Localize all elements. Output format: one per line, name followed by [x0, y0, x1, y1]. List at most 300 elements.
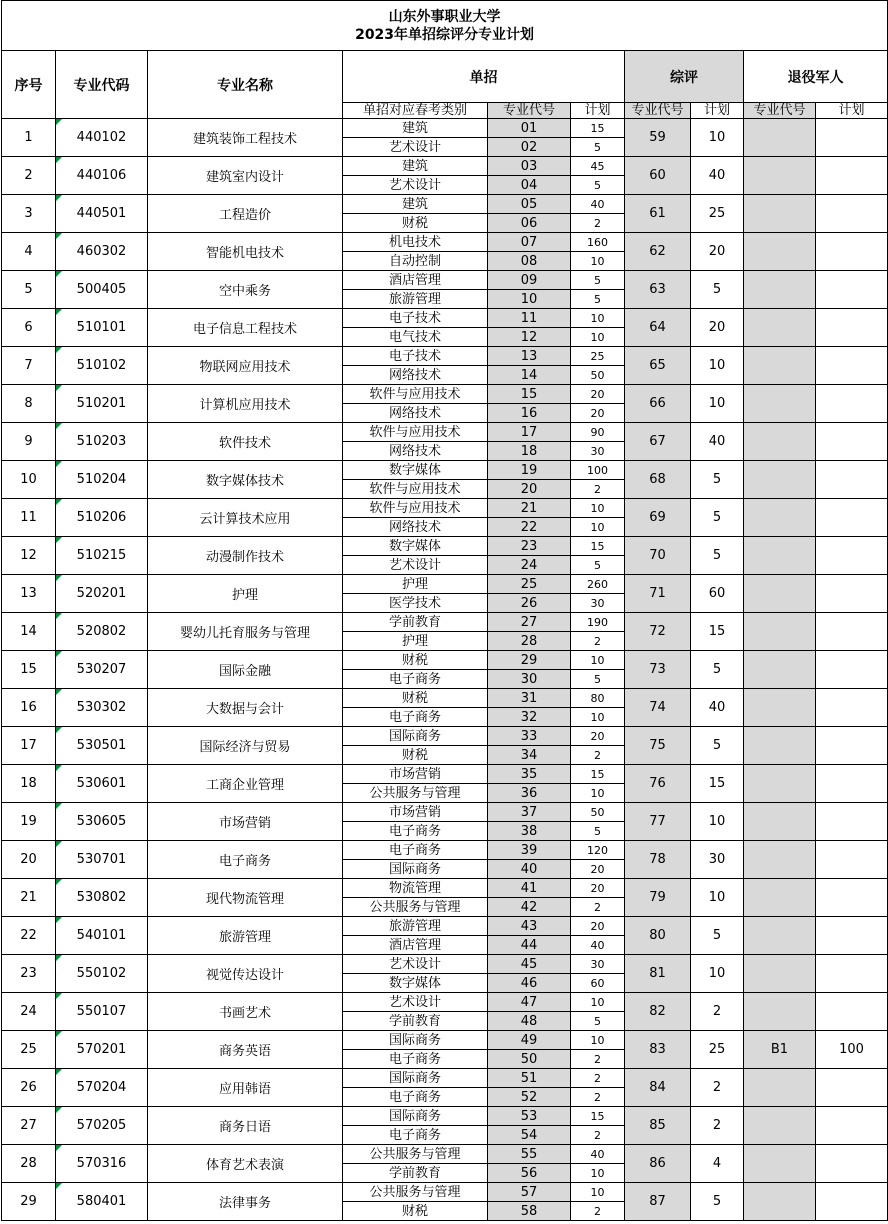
seq-cell: 2 — [2, 157, 56, 195]
zp-code-cell: 72 — [625, 613, 691, 651]
major-name-cell: 视觉传达设计 — [148, 955, 343, 993]
seq-cell: 28 — [2, 1145, 56, 1183]
dz-code-cell: 26 — [488, 594, 571, 613]
vet-code-cell — [744, 955, 816, 993]
dz-category-cell: 酒店管理 — [343, 271, 488, 290]
table-row — [2, 689, 888, 708]
dz-plan-cell: 2 — [571, 1202, 625, 1221]
dz-category-cell: 市场营销 — [343, 803, 488, 822]
header-vet: 退役军人 — [744, 51, 888, 103]
cell-marker-icon — [56, 689, 62, 695]
zp-plan-cell: 25 — [691, 1031, 744, 1069]
dz-category-cell: 公共服务与管理 — [343, 1183, 488, 1202]
dz-code-cell: 07 — [488, 233, 571, 252]
dz-category-cell: 电子商务 — [343, 708, 488, 727]
major-code-cell — [56, 575, 148, 613]
dz-code-cell: 19 — [488, 461, 571, 480]
vet-plan-cell — [816, 157, 888, 195]
seq-cell: 19 — [2, 803, 56, 841]
seq-cell: 9 — [2, 423, 56, 461]
major-code-cell — [56, 1183, 148, 1221]
dz-plan-cell: 120 — [571, 841, 625, 860]
cell-marker-icon — [56, 651, 62, 657]
dz-plan-cell: 10 — [571, 1183, 625, 1202]
dz-plan-cell: 2 — [571, 746, 625, 765]
dz-category-cell: 艺术设计 — [343, 138, 488, 157]
major-code-text: 500405 — [76, 282, 127, 297]
vet-plan-cell — [816, 613, 888, 651]
vet-code-cell — [744, 613, 816, 651]
seq-cell: 5 — [2, 271, 56, 309]
zp-code-cell: 74 — [625, 689, 691, 727]
header-major-name: 专业名称 — [148, 51, 343, 119]
dz-category-cell: 物流管理 — [343, 879, 488, 898]
zp-plan-cell: 15 — [691, 765, 744, 803]
table-row — [2, 651, 888, 670]
dz-code-cell: 34 — [488, 746, 571, 765]
seq-cell: 25 — [2, 1031, 56, 1069]
vet-code-cell — [744, 499, 816, 537]
dz-code-cell: 47 — [488, 993, 571, 1012]
zp-plan-cell: 5 — [691, 537, 744, 575]
vet-plan-cell — [816, 993, 888, 1031]
dz-plan-cell: 30 — [571, 594, 625, 613]
major-name-cell: 商务英语 — [148, 1031, 343, 1069]
seq-cell: 23 — [2, 955, 56, 993]
seq-cell: 7 — [2, 347, 56, 385]
cell-marker-icon — [56, 917, 62, 923]
dz-category-cell: 财税 — [343, 746, 488, 765]
dz-category-cell: 数字媒体 — [343, 461, 488, 480]
vet-code-cell — [744, 727, 816, 765]
major-name-cell: 建筑装饰工程技术 — [148, 119, 343, 157]
dz-code-cell: 13 — [488, 347, 571, 366]
major-code-text: 530601 — [76, 776, 127, 791]
dz-code-cell: 04 — [488, 176, 571, 195]
major-name-cell: 软件技术 — [148, 423, 343, 461]
dz-code-cell: 55 — [488, 1145, 571, 1164]
dz-plan-cell: 20 — [571, 385, 625, 404]
vet-plan-cell — [816, 461, 888, 499]
table-row — [2, 879, 888, 898]
major-code-cell — [56, 271, 148, 309]
major-code-text: 570316 — [76, 1156, 127, 1171]
dz-plan-cell: 10 — [571, 784, 625, 803]
zp-plan-cell: 60 — [691, 575, 744, 613]
header-zp: 综评 — [625, 51, 744, 103]
vet-code-cell — [744, 917, 816, 955]
dz-category-cell: 国际商务 — [343, 1069, 488, 1088]
table-row — [2, 1069, 888, 1088]
table-row — [2, 727, 888, 746]
major-code-cell — [56, 917, 148, 955]
major-code-cell — [56, 119, 148, 157]
vet-code-cell — [744, 765, 816, 803]
zp-plan-cell: 2 — [691, 993, 744, 1031]
dz-code-cell: 39 — [488, 841, 571, 860]
vet-code-cell — [744, 347, 816, 385]
major-code-cell — [56, 841, 148, 879]
dz-plan-cell: 5 — [571, 138, 625, 157]
dz-plan-cell: 60 — [571, 974, 625, 993]
vet-code-cell — [744, 385, 816, 423]
major-name-cell: 法律事务 — [148, 1183, 343, 1221]
table-row — [2, 537, 888, 556]
cell-marker-icon — [56, 841, 62, 847]
zp-plan-cell: 5 — [691, 917, 744, 955]
dz-code-cell: 30 — [488, 670, 571, 689]
dz-code-cell: 51 — [488, 1069, 571, 1088]
seq-cell: 1 — [2, 119, 56, 157]
dz-code-cell: 06 — [488, 214, 571, 233]
zp-code-cell: 63 — [625, 271, 691, 309]
dz-plan-cell: 160 — [571, 233, 625, 252]
dz-category-cell: 财税 — [343, 651, 488, 670]
vet-plan-cell — [816, 727, 888, 765]
table-row — [2, 461, 888, 480]
dz-code-cell: 03 — [488, 157, 571, 176]
cell-marker-icon — [56, 765, 62, 771]
dz-category-cell: 财税 — [343, 214, 488, 233]
table-row — [2, 841, 888, 860]
zp-code-cell: 61 — [625, 195, 691, 233]
seq-cell: 16 — [2, 689, 56, 727]
vet-plan-cell — [816, 765, 888, 803]
dz-category-cell: 网络技术 — [343, 518, 488, 537]
title-line-1: 山东外事职业大学 — [388, 8, 501, 25]
major-code-cell — [56, 423, 148, 461]
dz-category-cell: 护理 — [343, 575, 488, 594]
seq-cell: 29 — [2, 1183, 56, 1221]
dz-code-cell: 28 — [488, 632, 571, 651]
cell-marker-icon — [56, 119, 62, 125]
zp-code-cell: 83 — [625, 1031, 691, 1069]
zp-plan-cell: 20 — [691, 309, 744, 347]
vet-code-cell — [744, 461, 816, 499]
seq-cell: 21 — [2, 879, 56, 917]
dz-plan-cell: 15 — [571, 1107, 625, 1126]
vet-plan-cell — [816, 841, 888, 879]
vet-plan-cell: 100 — [816, 1031, 888, 1069]
dz-code-cell: 29 — [488, 651, 571, 670]
cell-marker-icon — [56, 233, 62, 239]
cell-marker-icon — [56, 309, 62, 315]
major-code-text: 530302 — [76, 700, 127, 715]
dz-plan-cell: 45 — [571, 157, 625, 176]
zp-plan-cell: 10 — [691, 803, 744, 841]
vet-code-cell — [744, 1145, 816, 1183]
table-title — [2, 1, 888, 51]
dz-category-cell: 国际商务 — [343, 727, 488, 746]
dz-code-cell: 11 — [488, 309, 571, 328]
dz-code-cell: 05 — [488, 195, 571, 214]
major-code-text: 440501 — [76, 206, 127, 221]
zp-plan-cell: 5 — [691, 1183, 744, 1221]
zp-plan-cell: 10 — [691, 955, 744, 993]
table-row — [2, 613, 888, 632]
zp-plan-cell: 4 — [691, 1145, 744, 1183]
major-code-text: 440102 — [76, 130, 127, 145]
cell-marker-icon — [56, 423, 62, 429]
dz-code-cell: 48 — [488, 1012, 571, 1031]
major-code-cell — [56, 461, 148, 499]
dz-code-cell: 36 — [488, 784, 571, 803]
cell-marker-icon — [56, 271, 62, 277]
dz-code-cell: 01 — [488, 119, 571, 138]
vet-plan-cell — [816, 499, 888, 537]
dz-code-cell: 15 — [488, 385, 571, 404]
dz-plan-cell: 20 — [571, 879, 625, 898]
dz-category-cell: 自动控制 — [343, 252, 488, 271]
vet-plan-cell — [816, 119, 888, 157]
zp-code-cell: 70 — [625, 537, 691, 575]
dz-category-cell: 旅游管理 — [343, 917, 488, 936]
dz-code-cell: 27 — [488, 613, 571, 632]
cell-marker-icon — [56, 879, 62, 885]
dz-code-cell: 33 — [488, 727, 571, 746]
dz-plan-cell: 50 — [571, 803, 625, 822]
vet-plan-cell — [816, 347, 888, 385]
zp-plan-cell: 5 — [691, 499, 744, 537]
major-code-cell — [56, 689, 148, 727]
table-row — [2, 309, 888, 328]
zp-code-cell: 81 — [625, 955, 691, 993]
zp-code-cell: 82 — [625, 993, 691, 1031]
zp-code-cell: 59 — [625, 119, 691, 157]
major-name-cell: 护理 — [148, 575, 343, 613]
major-code-text: 530701 — [76, 852, 127, 867]
major-code-cell — [56, 955, 148, 993]
major-code-cell — [56, 309, 148, 347]
vet-plan-cell — [816, 233, 888, 271]
major-code-cell — [56, 879, 148, 917]
header-dz-category: 单招对应春考类别 — [343, 103, 488, 119]
dz-category-cell: 软件与应用技术 — [343, 480, 488, 499]
dz-category-cell: 建筑 — [343, 195, 488, 214]
dz-plan-cell: 2 — [571, 1050, 625, 1069]
table-row — [2, 575, 888, 594]
major-code-text: 510204 — [76, 472, 127, 487]
major-name-cell: 旅游管理 — [148, 917, 343, 955]
zp-code-cell: 87 — [625, 1183, 691, 1221]
dz-category-cell: 建筑 — [343, 157, 488, 176]
major-code-cell — [56, 233, 148, 271]
major-code-cell — [56, 195, 148, 233]
major-name-cell: 工商企业管理 — [148, 765, 343, 803]
table-row — [2, 955, 888, 974]
major-name-cell: 大数据与会计 — [148, 689, 343, 727]
seq-cell: 27 — [2, 1107, 56, 1145]
major-code-text: 570201 — [76, 1042, 127, 1057]
dz-code-cell: 25 — [488, 575, 571, 594]
major-name-cell: 商务日语 — [148, 1107, 343, 1145]
dz-plan-cell: 10 — [571, 708, 625, 727]
major-name-cell: 电子信息工程技术 — [148, 309, 343, 347]
dz-category-cell: 艺术设计 — [343, 993, 488, 1012]
dz-code-cell: 40 — [488, 860, 571, 879]
vet-code-cell — [744, 119, 816, 157]
cell-marker-icon — [56, 1183, 62, 1189]
zp-code-cell: 78 — [625, 841, 691, 879]
seq-cell: 4 — [2, 233, 56, 271]
dz-code-cell: 08 — [488, 252, 571, 271]
major-code-text: 510102 — [76, 358, 127, 373]
major-code-cell — [56, 765, 148, 803]
seq-cell: 15 — [2, 651, 56, 689]
major-code-text: 460302 — [76, 244, 127, 259]
major-code-text: 510101 — [76, 320, 127, 335]
zp-plan-cell: 30 — [691, 841, 744, 879]
dz-plan-cell: 2 — [571, 1126, 625, 1145]
vet-plan-cell — [816, 917, 888, 955]
seq-cell: 18 — [2, 765, 56, 803]
major-code-text: 510215 — [76, 548, 127, 563]
major-code-text: 530605 — [76, 814, 127, 829]
zp-code-cell: 68 — [625, 461, 691, 499]
header-zp-plan: 计划 — [691, 103, 744, 119]
major-name-cell: 市场营销 — [148, 803, 343, 841]
dz-category-cell: 机电技术 — [343, 233, 488, 252]
dz-code-cell: 16 — [488, 404, 571, 423]
cell-marker-icon — [56, 461, 62, 467]
major-code-text: 530802 — [76, 890, 127, 905]
major-code-text: 510201 — [76, 396, 127, 411]
major-code-text: 510206 — [76, 510, 127, 525]
major-name-cell: 国际金融 — [148, 651, 343, 689]
cell-marker-icon — [56, 347, 62, 353]
vet-plan-cell — [816, 575, 888, 613]
dz-category-cell: 国际商务 — [343, 1031, 488, 1050]
cell-marker-icon — [56, 537, 62, 543]
major-code-cell — [56, 385, 148, 423]
vet-code-cell — [744, 233, 816, 271]
major-code-cell — [56, 613, 148, 651]
zp-code-cell: 69 — [625, 499, 691, 537]
table-row — [2, 385, 888, 404]
dz-code-cell: 42 — [488, 898, 571, 917]
dz-plan-cell: 190 — [571, 613, 625, 632]
major-code-cell — [56, 651, 148, 689]
dz-code-cell: 22 — [488, 518, 571, 537]
dz-plan-cell: 10 — [571, 252, 625, 271]
major-name-cell: 物联网应用技术 — [148, 347, 343, 385]
dz-plan-cell: 10 — [571, 309, 625, 328]
zp-code-cell: 86 — [625, 1145, 691, 1183]
dz-category-cell: 酒店管理 — [343, 936, 488, 955]
seq-cell: 22 — [2, 917, 56, 955]
zp-plan-cell: 20 — [691, 233, 744, 271]
major-name-cell: 婴幼儿托育服务与管理 — [148, 613, 343, 651]
dz-code-cell: 02 — [488, 138, 571, 157]
dz-plan-cell: 10 — [571, 993, 625, 1012]
header-vet-plan: 计划 — [816, 103, 888, 119]
dz-code-cell: 17 — [488, 423, 571, 442]
vet-code-cell — [744, 157, 816, 195]
table-row — [2, 423, 888, 442]
vet-plan-cell — [816, 803, 888, 841]
major-code-text: 550102 — [76, 966, 127, 981]
dz-code-cell: 46 — [488, 974, 571, 993]
vet-code-cell — [744, 1069, 816, 1107]
zp-plan-cell: 40 — [691, 423, 744, 461]
vet-code-cell — [744, 841, 816, 879]
major-name-cell: 国际经济与贸易 — [148, 727, 343, 765]
dz-code-cell: 37 — [488, 803, 571, 822]
cell-marker-icon — [56, 575, 62, 581]
zp-plan-cell: 10 — [691, 119, 744, 157]
dz-category-cell: 财税 — [343, 689, 488, 708]
dz-category-cell: 电子技术 — [343, 347, 488, 366]
cell-marker-icon — [56, 727, 62, 733]
dz-category-cell: 护理 — [343, 632, 488, 651]
table-row — [2, 1145, 888, 1164]
zp-plan-cell: 40 — [691, 157, 744, 195]
dz-category-cell: 艺术设计 — [343, 955, 488, 974]
dz-plan-cell: 5 — [571, 290, 625, 309]
header-seq: 序号 — [2, 51, 56, 119]
zp-plan-cell: 2 — [691, 1107, 744, 1145]
dz-category-cell: 学前教育 — [343, 1164, 488, 1183]
table-row — [2, 499, 888, 518]
dz-category-cell: 电子商务 — [343, 822, 488, 841]
major-code-cell — [56, 347, 148, 385]
dz-code-cell: 49 — [488, 1031, 571, 1050]
dz-code-cell: 45 — [488, 955, 571, 974]
cell-marker-icon — [56, 993, 62, 999]
dz-plan-cell: 15 — [571, 765, 625, 784]
dz-code-cell: 58 — [488, 1202, 571, 1221]
dz-code-cell: 21 — [488, 499, 571, 518]
major-code-cell — [56, 537, 148, 575]
table-row — [2, 157, 888, 176]
vet-plan-cell — [816, 955, 888, 993]
seq-cell: 20 — [2, 841, 56, 879]
dz-category-cell: 网络技术 — [343, 404, 488, 423]
zp-code-cell: 65 — [625, 347, 691, 385]
table-row — [2, 271, 888, 290]
seq-cell: 26 — [2, 1069, 56, 1107]
dz-plan-cell: 10 — [571, 518, 625, 537]
table-row — [2, 195, 888, 214]
dz-category-cell: 软件与应用技术 — [343, 423, 488, 442]
dz-plan-cell: 2 — [571, 898, 625, 917]
dz-plan-cell: 40 — [571, 1145, 625, 1164]
cell-marker-icon — [56, 385, 62, 391]
dz-code-cell: 52 — [488, 1088, 571, 1107]
dz-code-cell: 35 — [488, 765, 571, 784]
zp-code-cell: 67 — [625, 423, 691, 461]
cell-marker-icon — [56, 499, 62, 505]
table-row — [2, 917, 888, 936]
dz-category-cell: 网络技术 — [343, 442, 488, 461]
vet-plan-cell — [816, 423, 888, 461]
dz-plan-cell: 20 — [571, 860, 625, 879]
major-name-cell: 空中乘务 — [148, 271, 343, 309]
seq-cell: 10 — [2, 461, 56, 499]
vet-plan-cell — [816, 385, 888, 423]
seq-cell: 13 — [2, 575, 56, 613]
major-name-cell: 应用韩语 — [148, 1069, 343, 1107]
zp-plan-cell: 5 — [691, 727, 744, 765]
dz-code-cell: 57 — [488, 1183, 571, 1202]
major-code-text: 520201 — [76, 586, 127, 601]
major-code-text: 570205 — [76, 1118, 127, 1133]
dz-plan-cell: 10 — [571, 328, 625, 347]
major-code-cell — [56, 1107, 148, 1145]
dz-plan-cell: 100 — [571, 461, 625, 480]
seq-cell: 17 — [2, 727, 56, 765]
vet-code-cell — [744, 575, 816, 613]
